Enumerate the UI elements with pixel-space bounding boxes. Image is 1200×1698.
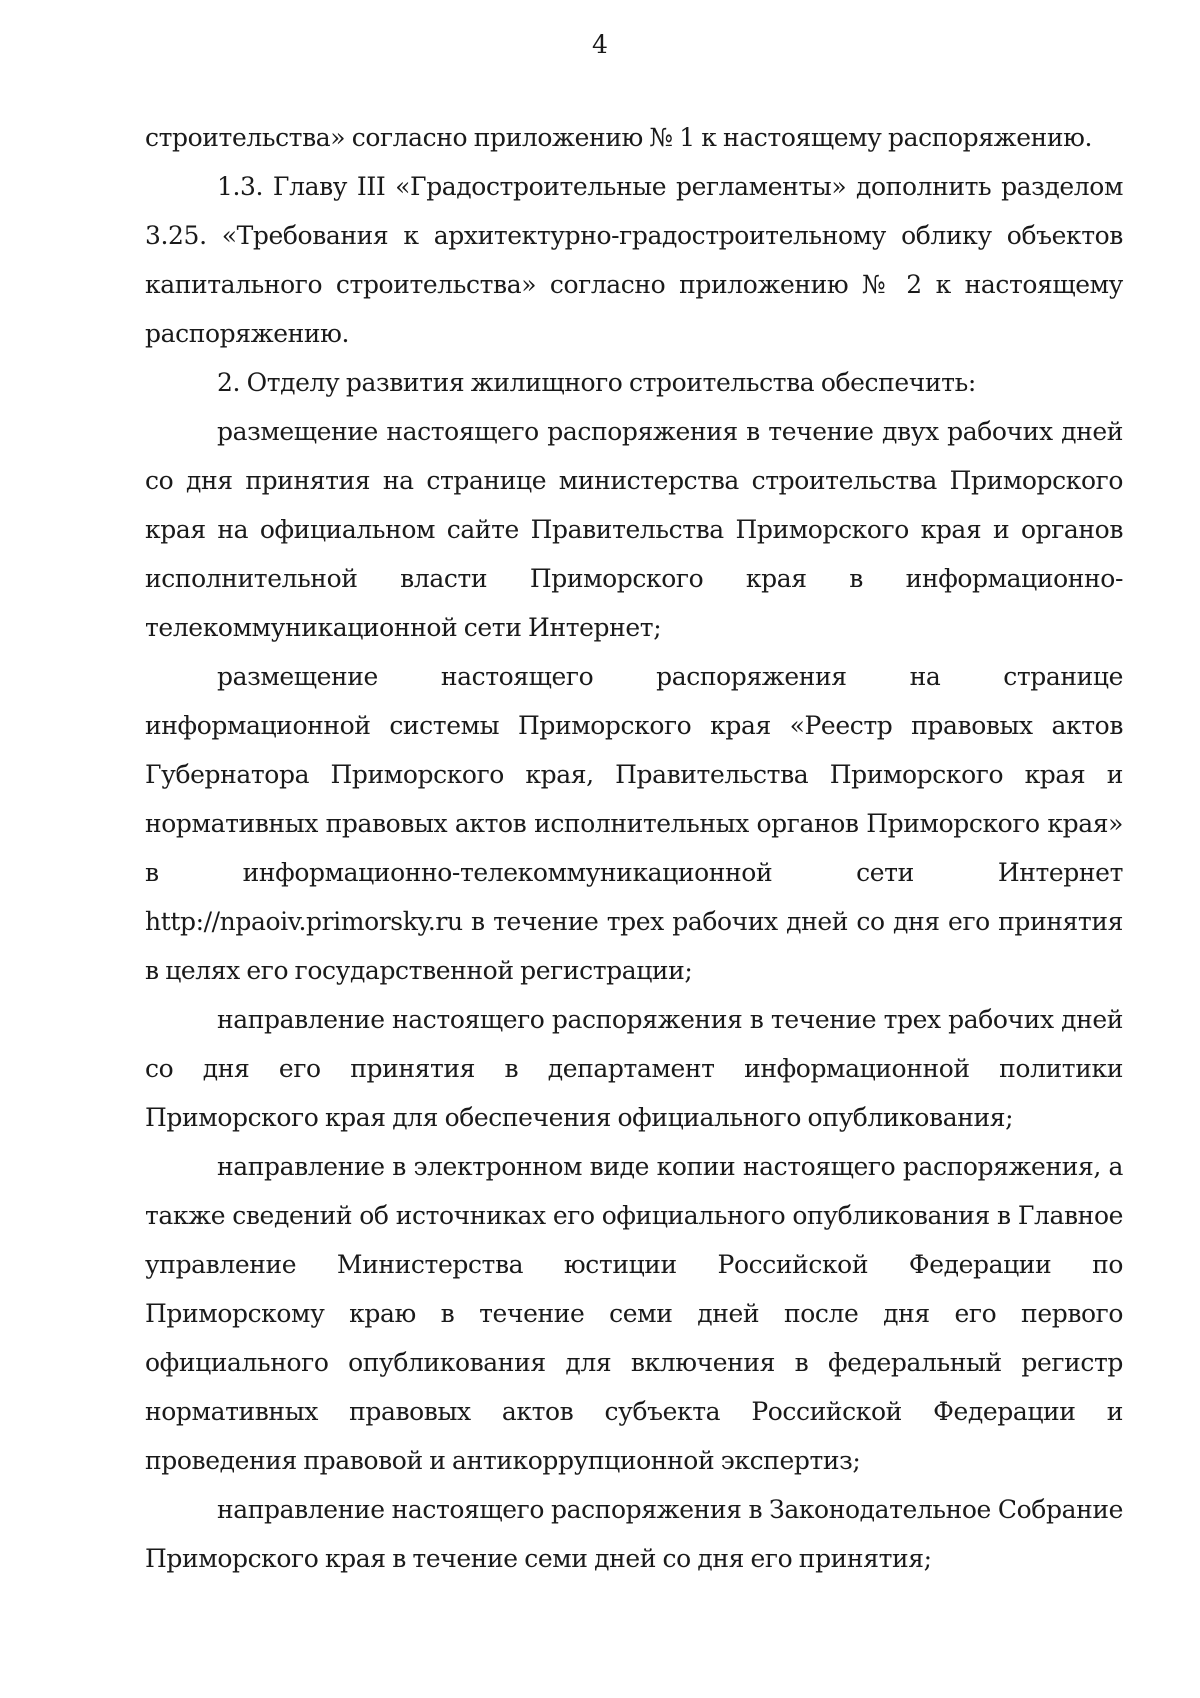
paragraph-website-posting: размещение настоящего распоряжения в течение двух рабочих дней со дня принятия на странице министерства строительства Приморского края на официальном сайте Правительства Приморского края и органов исполнительной власти Приморского края в информационно-телекоммуникационной сети Интернет; [145,417,1123,642]
paragraph-continuation: строительства» согласно приложению № 1 к настоящему распоряжению. [145,123,1093,152]
paragraph-item-2: 2. Отделу развития жилищного строительства обеспечить: [217,368,976,397]
paragraph-registry-posting: размещение настоящего распоряжения на странице информационной системы Приморского края «Реестр правовых актов Губернатора Приморского края, Правительства Приморского края и нормативных правовых актов исполнительных органов Приморского края» в информационно-телекоммуникационной сети Интернет http://npaoiv.primorsky.ru в течение трех рабочих дней со дня его принятия в целях его государственной регистрации; [145,662,1123,985]
paragraph-item-1-3: 1.3. Главу III «Градостроительные регламенты» дополнить разделом 3.25. «Требования к архитектурно-градостроительному облику объектов капитального строительства» согласно приложению № 2 к настоящему распоряжению. [145,172,1123,348]
page-number: 4 [592,30,608,59]
paragraph-assembly-direction: направление настоящего распоряжения в Законодательное Собрание Приморского края в течение семи дней со дня его принятия; [145,1495,1123,1573]
paragraph-publication-direction: направление настоящего распоряжения в течение трех рабочих дней со дня его принятия в департамент информационной политики Приморского края для обеспечения официального опубликования; [145,1005,1123,1132]
paragraph-justice-direction: направление в электронном виде копии настоящего распоряжения, а также сведений об источниках его официального опубликования в Главное управление Министерства юстиции Российской Федерации по Приморскому краю в течение семи дней после дня его первого официального опубликования для включения в федеральный регистр нормативных правовых актов субъекта Российской Федерации и проведения правовой и антикоррупционной экспертиз; [145,1152,1123,1475]
document-body [145,113,1123,1583]
